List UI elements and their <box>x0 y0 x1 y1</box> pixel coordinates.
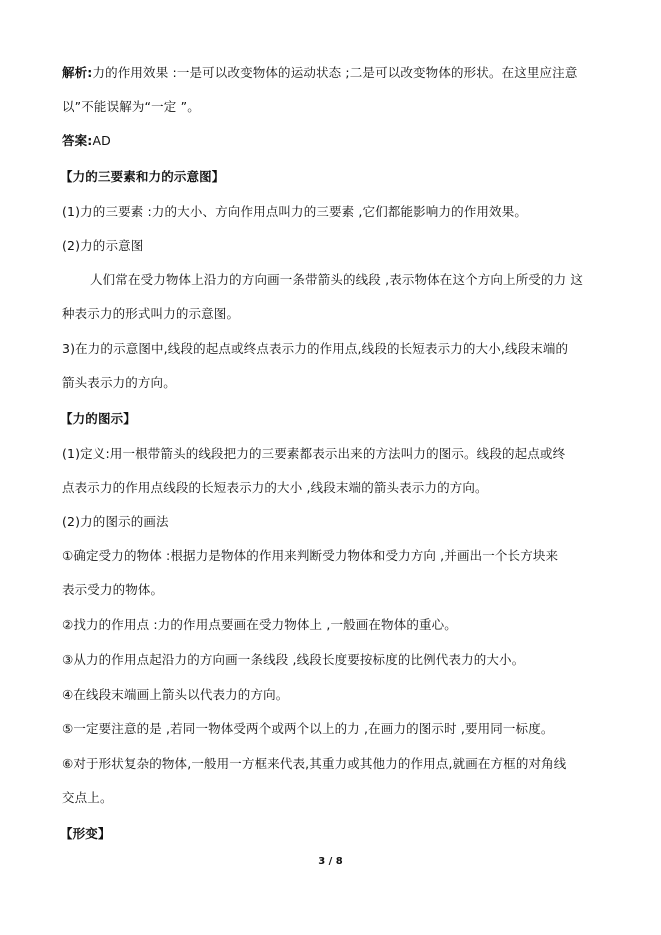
paragraph: 人们常在受力物体上沿力的方向画一条带箭头的线段 ,表示物体在这个方向上所受的力 这 <box>90 272 584 287</box>
list-item: 表示受力的物体。 <box>62 582 164 597</box>
list-item: ⑥对于形状复杂的物体,一般用一方框来代表,其重力或其他力的作用点,就画在方框的对角线 <box>62 756 567 771</box>
list-item: ⑤一定要注意的是 ,若同一物体受两个或两个以上的力 ,在画力的图示时 ,要用同一标度。 <box>62 721 554 736</box>
section-heading-three-elements: 【力的三要素和力的示意图】 <box>60 169 225 184</box>
analysis-line-2: 以”不能误解为“一定 ”。 <box>62 99 200 114</box>
analysis-label: 解析: <box>62 65 93 80</box>
section-heading-deformation: 【形变】 <box>60 826 111 841</box>
paragraph: (1)力的三要素 :力的大小、方向作用点叫力的三要素 ,它们都能影响力的作用效果。 <box>62 204 527 219</box>
paragraph: (2)力的示意图 <box>62 238 144 253</box>
list-item: ③从力的作用点起沿力的方向画一条线段 ,线段长度要按标度的比例代表力的大小。 <box>62 652 525 667</box>
paragraph: 箭头表示力的方向。 <box>62 375 176 390</box>
list-item: 交点上。 <box>62 790 113 805</box>
page-number: 3 / 8 <box>318 856 343 867</box>
paragraph: 点表示力的作用点线段的长短表示力的大小 ,线段末端的箭头表示力的方向。 <box>62 480 488 495</box>
paragraph: 3)在力的示意图中,线段的起点或终点表示力的作用点,线段的长短表示力的大小,线段末端的 <box>62 341 569 356</box>
answer-value: AD <box>92 133 111 148</box>
paragraph: (1)定义:用一根带箭头的线段把力的三要素都表示出来的方法叫力的图示。线段的起点或终 <box>62 446 566 461</box>
answer-line <box>62 132 621 150</box>
answer-label: 答案: <box>62 133 93 148</box>
section-heading-diagram: 【力的图示】 <box>60 411 136 426</box>
analysis-text-1: 力的作用效果 :一是可以改变物体的运动状态 ;二是可以改变物体的形状。在这里应注意 <box>92 65 578 80</box>
paragraph: (2)力的图示的画法 <box>62 514 169 529</box>
analysis-line-1 <box>62 64 621 82</box>
list-item: ①确定受力的物体 :根据力是物体的作用来判断受力物体和受力方向 ,并画出一个长方块来 <box>62 548 559 563</box>
paragraph: 种表示力的形式叫力的示意图。 <box>62 306 240 321</box>
list-item: ②找力的作用点 :力的作用点要画在受力物体上 ,一般画在物体的重心。 <box>62 617 457 632</box>
list-item: ④在线段末端画上箭头以代表力的方向。 <box>62 687 289 702</box>
